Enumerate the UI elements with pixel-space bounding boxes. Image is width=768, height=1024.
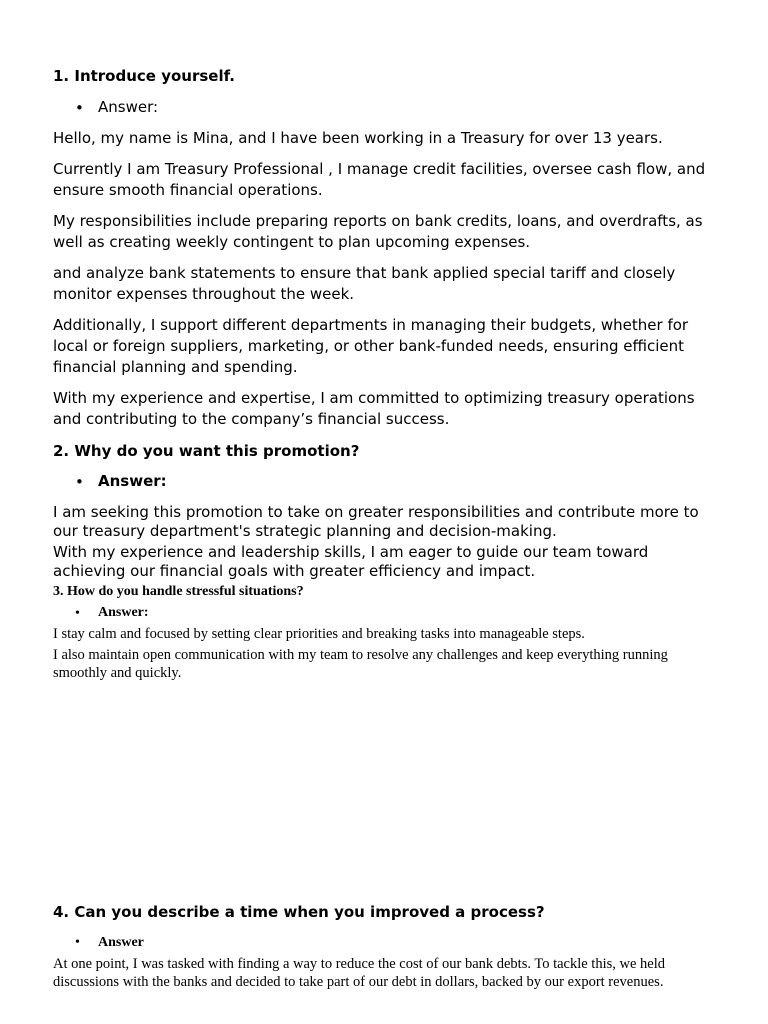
q3-paragraph-2: I also maintain open communication with my team to resolve any challenges and keep everything running smoothly and quickly. — [53, 647, 668, 681]
q1-paragraph-6: With my experience and expertise, I am committed to optimizing treasury operations and contributing to the company’s financial success. — [53, 389, 695, 428]
q2-paragraph-2: With my experience and leadership skills, I am eager to guide our team toward achieving our financial goals with greater efficiency and impact. — [53, 543, 649, 580]
bullet-icon: • — [75, 473, 84, 491]
q1-paragraph-3: My responsibilities include preparing reports on bank credits, loans, and overdrafts, as well as creating weekly contingent to plan upcoming expenses. — [53, 212, 703, 251]
q1-paragraph-1: Hello, my name is Mina, and I have been working in a Treasury for over 13 years. — [53, 129, 663, 147]
q1-paragraph-2: Currently I am Treasury Professional , I manage credit facilities, oversee cash flow, and ensure smooth financial operations. — [53, 160, 706, 199]
bullet-icon: • — [75, 935, 80, 950]
q3-answer-label: Answer: — [98, 605, 149, 620]
q3-heading: 3. How do you handle stressful situations? — [53, 584, 304, 599]
q2-heading: 2. Why do you want this promotion? — [53, 442, 360, 460]
q1-heading: 1. Introduce yourself. — [53, 67, 235, 85]
q1-paragraph-4: and analyze bank statements to ensure that bank applied special tariff and closely monitor expenses throughout the week. — [53, 264, 676, 303]
q2-answer-label: Answer: — [98, 472, 167, 490]
q3-paragraph-1: I stay calm and focused by setting clear priorities and breaking tasks into manageable steps. — [53, 626, 585, 642]
bullet-icon: • — [75, 606, 80, 621]
q1-answer-label: Answer: — [98, 98, 159, 116]
q4-paragraph-1: At one point, I was tasked with finding a way to reduce the cost of our bank debts. To tackle this, we held discussions with the banks and decided to take part of our debt in dollars, backed by our export revenues. — [53, 956, 666, 990]
q4-heading: 4. Can you describe a time when you improved a process? — [53, 903, 545, 921]
q2-paragraph-1: I am seeking this promotion to take on greater responsibilities and contribute more to our treasury department's strategic planning and decision-making. — [53, 503, 699, 540]
bullet-icon: • — [75, 99, 84, 117]
q1-paragraph-5: Additionally, I support different departments in managing their budgets, whether for local or foreign suppliers, marketing, or other bank-funded needs, ensuring efficient financial planning and spending. — [53, 316, 689, 376]
q4-answer-label: Answer — [98, 935, 144, 950]
